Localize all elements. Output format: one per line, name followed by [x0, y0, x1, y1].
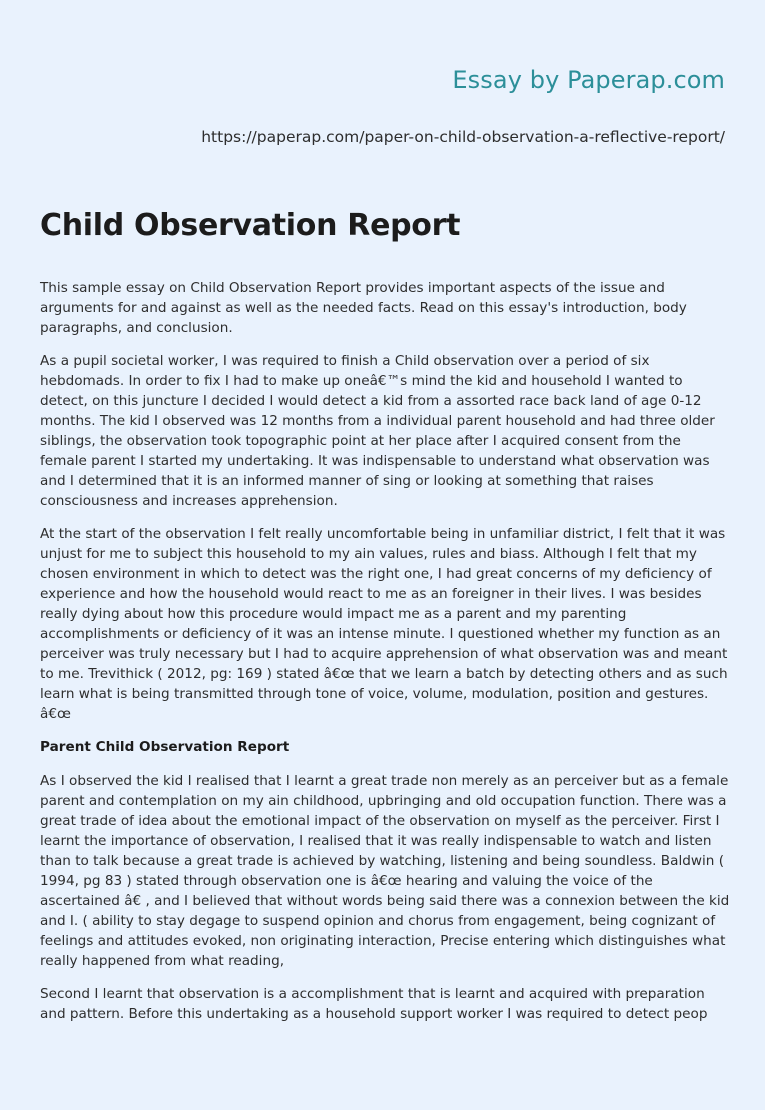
- site-brand[interactable]: Essay by Paperap.com: [452, 66, 725, 94]
- section-subheading: Parent Child Observation Report: [40, 739, 290, 755]
- body-paragraph: Second I learnt that observation is a accomplishment that is learnt and acquired with preparation and pattern. Before this undertaking as a household support worker I was required to detect peop: [40, 986, 708, 1022]
- body-paragraph: At the start of the observation I felt really uncomfortable being in unfamiliar district, I felt that it was unjust for me to subject this household to my ain values, rules and biass. Although I felt that my chosen environment in which to detect was the right one, I had great concerns of my deficiency of experience and how the household would react to me as an foreigner in their lives. I was besides really dying about how this procedure would impact me as a parent and my parenting accomplishments or deficiency of it was an intense minute. I questioned whether my function as an perceiver was truly necessary but I had to acquire apprehension of what observation was and meant to me. Trevithick ( 2012, pg: 169 ) stated â€œ that we learn a batch by detecting others and as such learn what is being transmitted through tone of voice, volume, modulation, position and gestures. â€œ: [40, 526, 728, 722]
- body-paragraph: As I observed the kid I realised that I learnt a great trade non merely as an perceiver but as a female parent and contemplation on my ain childhood, upbringing and old occupation function. There was a great trade of idea about the emotional impact of the observation on myself as the perceiver. First I learnt the importance of observation, I realised that it was really indispensable to watch and listen than to talk because a great trade is achieved by watching, listening and being soundless. Baldwin ( 1994, pg 83 ) stated through observation one is â€œ hearing and valuing the voice of the ascertained â€ , and I believed that without words being said there was a connexion between the kid and I. ( ability to stay degage to suspend opinion and chorus from engagement, being cognizant of feelings and attitudes evoked, non originating interaction, Precise entering which distinguishes what really happened from what reading,: [40, 773, 730, 969]
- article-body: [40, 278, 730, 1037]
- body-paragraph: As a pupil societal worker, I was required to finish a Child observation over a period of six hebdomads. In order to fix I had to make up oneâ€™s mind the kid and household I wanted to detect, on this juncture I decided I would detect a kid from a assorted race back land of age 0-12 months. The kid I observed was 12 months from a individual parent household and had three older siblings, the observation took topographic point at her place after I acquired consent from the female parent I started my undertaking. It was indispensable to understand what observation was and I determined that it is an informed manner of sing or looking at something that raises consciousness and increases apprehension.: [40, 353, 715, 509]
- page-title: Child Observation Report: [40, 208, 461, 243]
- source-url[interactable]: https://paperap.com/paper-on-child-observation-a-reflective-report/: [201, 128, 725, 146]
- intro-paragraph: This sample essay on Child Observation Report provides important aspects of the issue and arguments for and against as well as the needed facts. Read on this essay's introduction, body paragraphs, and conclusion.: [40, 280, 687, 336]
